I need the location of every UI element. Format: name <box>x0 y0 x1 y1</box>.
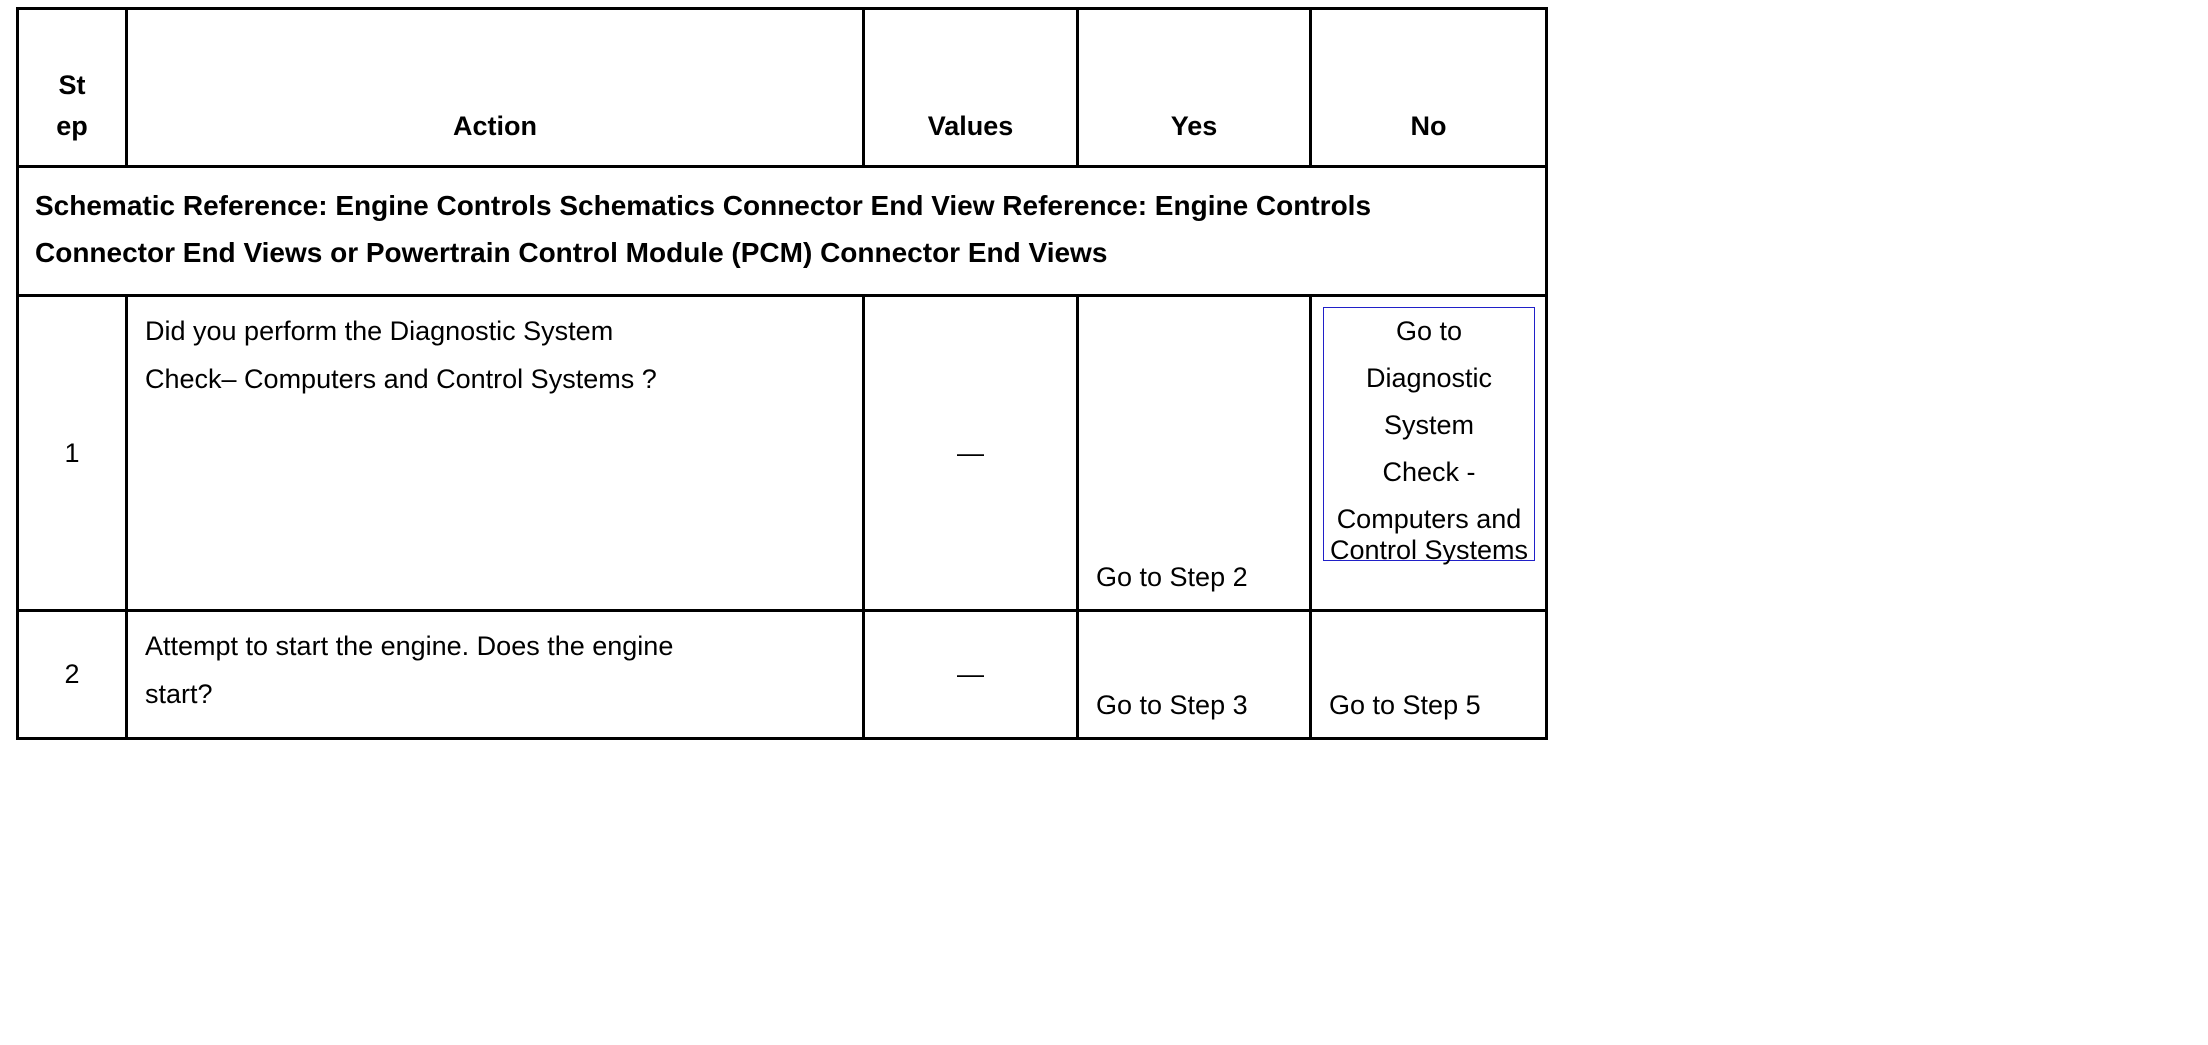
reference-line1: Schematic Reference: Engine Controls Schematics Connector End View Reference: Engine Controls <box>35 190 1372 221</box>
header-yes: Yes <box>1078 9 1311 167</box>
yes-goto-step-3: Go to Step 3 <box>1078 611 1311 739</box>
action-text <box>127 611 864 739</box>
header-action: Action <box>127 9 864 167</box>
table-row <box>18 611 1547 739</box>
step-number: 1 <box>18 296 127 611</box>
link-line4: Check - <box>1382 457 1476 487</box>
step-number: 2 <box>18 611 127 739</box>
no-cell <box>1311 296 1547 611</box>
yes-goto-step-2: Go to Step 2 <box>1078 296 1311 611</box>
table-row <box>18 296 1547 611</box>
reference-row <box>18 167 1547 296</box>
action-line2: start? <box>145 679 213 709</box>
action-line1: Attempt to start the engine. Does the engine <box>145 631 674 661</box>
action-line1: Did you perform the Diagnostic System <box>145 316 614 346</box>
action-text <box>127 296 864 611</box>
link-line2: Diagnostic <box>1365 363 1493 393</box>
reference-line2: Connector End Views or Powertrain Control Module (PCM) Connector End Views <box>35 237 1108 268</box>
link-line1: Go to <box>1395 316 1463 346</box>
diagnostic-system-check-link[interactable] <box>1323 307 1535 565</box>
header-step-line2: ep <box>56 111 88 141</box>
schematic-reference <box>18 167 1547 296</box>
action-line2: Check– Computers and Control Systems ? <box>145 364 657 394</box>
header-step-line1: St <box>58 70 86 100</box>
header-step <box>18 9 127 167</box>
diagnostic-table <box>16 7 1548 740</box>
link-line6: Control Systems <box>1329 535 1529 565</box>
values-cell: — <box>864 296 1078 611</box>
diagnostic-table-page <box>0 0 1545 745</box>
header-no: No <box>1311 9 1547 167</box>
header-values: Values <box>864 9 1078 167</box>
header-row <box>18 9 1547 167</box>
no-goto-step-5: Go to Step 5 <box>1311 611 1547 739</box>
link-line5: Computers and <box>1336 504 1522 534</box>
values-cell: — <box>864 611 1078 739</box>
link-line3: System <box>1383 410 1475 440</box>
